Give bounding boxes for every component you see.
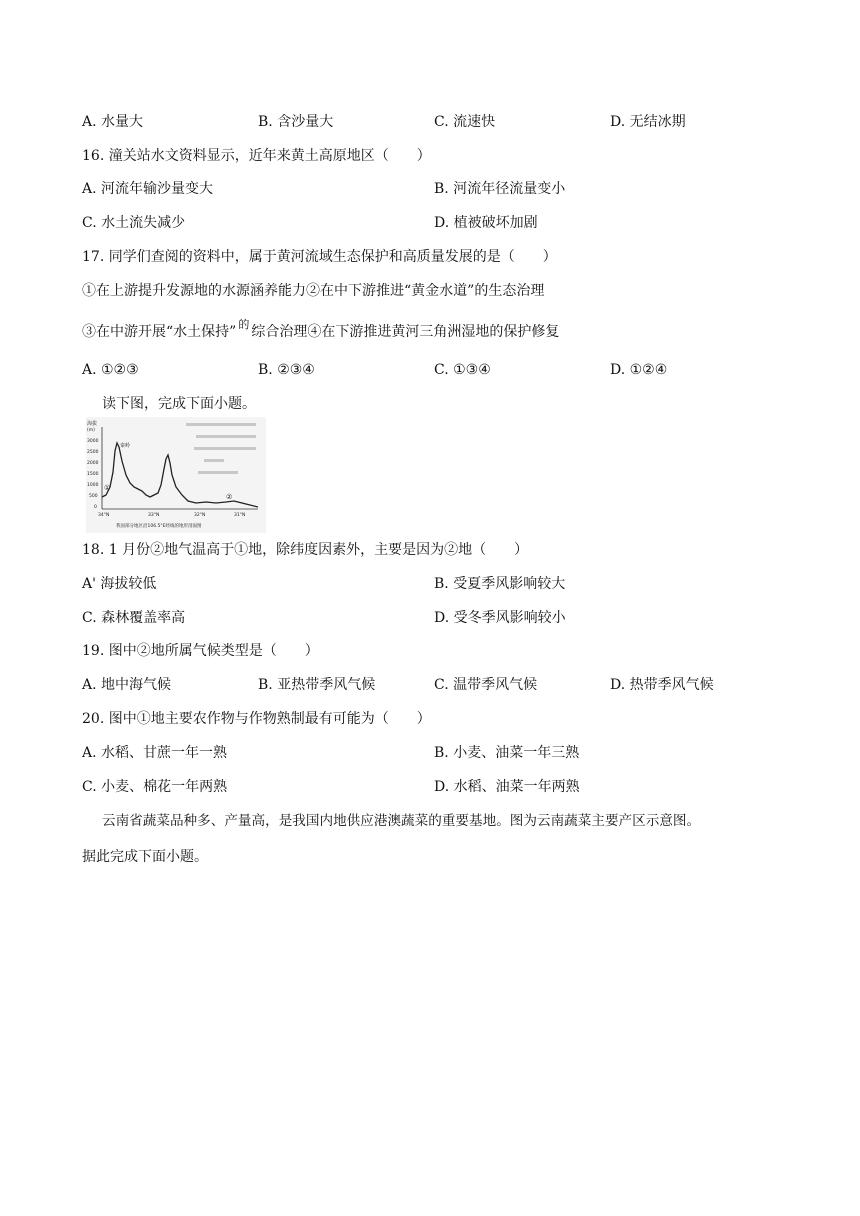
q16-option-a: A. 河流年输沙量变大 bbox=[82, 181, 214, 197]
q17-statement-line1: ①在上游提升发源地的水源涵养能力②在中下游推进“黄金水道”的生态治理 bbox=[82, 283, 545, 299]
q19-stem: 19. 图中②地所属气候类型是（ ） bbox=[82, 643, 319, 659]
q16-option-b: B. 河流年径流量变小 bbox=[434, 181, 566, 197]
peak-label: 秦岭 bbox=[120, 443, 131, 449]
y-axis-label: 海拔 bbox=[87, 421, 98, 427]
q15-option-c: C. 流速快 bbox=[434, 114, 496, 130]
q19-option-d: D. 热带季风气候 bbox=[610, 677, 714, 693]
q16-option-c: C. 水土流失减少 bbox=[82, 215, 186, 231]
y-tick-3000: 3000 bbox=[87, 439, 99, 444]
q20-stem: 20. 图中①地主要农作物与作物熟制最有可能为（ ） bbox=[82, 711, 431, 727]
terrain-profile-figure bbox=[86, 417, 266, 533]
y-tick-500: 500 bbox=[89, 494, 98, 499]
yunnan-intro-line2 bbox=[82, 847, 208, 867]
q17-line2-de: 的 bbox=[238, 318, 250, 331]
x-tick-31N: 31°N bbox=[234, 513, 246, 518]
q17-option-a: A. ①②③ bbox=[82, 362, 139, 378]
q16-stem: 16. 潼关站水文资料显示，近年来黄土高原地区（ ） bbox=[82, 148, 431, 164]
q20-option-c: C. 小麦、棉花一年两熟 bbox=[82, 779, 228, 795]
y-tick-0: 0 bbox=[94, 505, 97, 510]
q18-option-b: B. 受夏季风影响较大 bbox=[434, 576, 566, 592]
point-2-label: ② bbox=[226, 493, 233, 501]
q15-option-d: D. 无结冰期 bbox=[610, 114, 686, 130]
q17-line2-pre: ③在中游开展“水土保持” bbox=[82, 324, 237, 340]
y-tick-2500: 2500 bbox=[87, 450, 99, 455]
q17-statement-line2 bbox=[82, 318, 560, 343]
q17-option-d: D. ①②④ bbox=[610, 362, 668, 378]
figure-caption: 我国部分地区沿106.5°E经线的地形剖面图 bbox=[116, 524, 202, 529]
yunnan-intro-line2-text: 据此完成下面小题。 bbox=[82, 849, 208, 865]
x-tick-32N: 32°N bbox=[194, 513, 206, 518]
y-tick-2000: 2000 bbox=[87, 461, 99, 466]
q20-option-d: D. 水稻、油菜一年两熟 bbox=[434, 779, 580, 795]
q15-option-a: A. 水量大 bbox=[82, 114, 144, 130]
q20-option-b: B. 小麦、油菜一年三熟 bbox=[434, 745, 580, 761]
point-1-label: ① bbox=[104, 484, 111, 492]
y-tick-1000: 1000 bbox=[87, 483, 99, 488]
yunnan-intro-line1: 云南省蔬菜品种多、产量高，是我国内地供应港澳蔬菜的重要基地。图为云南蔬菜主要产区示意图。 bbox=[102, 813, 701, 829]
q17-option-c: C. ①③④ bbox=[434, 362, 491, 378]
q18-option-a: A' 海拔较低 bbox=[82, 576, 157, 592]
y-tick-1500: 1500 bbox=[87, 472, 99, 477]
q17-line2-post: 综合治理④在下游推进黄河三角洲湿地的保护修复 bbox=[251, 324, 560, 340]
y-axis-unit: (m) bbox=[87, 428, 95, 433]
terrain-profile-svg bbox=[86, 417, 266, 533]
q19-option-c: C. 温带季风气候 bbox=[434, 677, 538, 693]
q18-stem: 18. 1 月份②地气温高于①地，除纬度因素外，主要是因为②地（ ） bbox=[82, 542, 529, 558]
q19-option-a: A. 地中海气候 bbox=[82, 677, 172, 693]
q19-option-b: B. 亚热带季风气候 bbox=[258, 677, 376, 693]
x-tick-34N: 34°N bbox=[98, 513, 110, 518]
q15-option-b: B. 含沙量大 bbox=[258, 114, 334, 130]
q18-option-d: D. 受冬季风影响较小 bbox=[434, 610, 566, 626]
q17-stem: 17. 同学们查阅的资料中，属于黄河流域生态保护和高质量发展的是（ ） bbox=[82, 249, 557, 265]
x-tick-33N: 33°N bbox=[148, 513, 160, 518]
q17-option-b: B. ②③④ bbox=[258, 362, 315, 378]
figure-intro: 读下图，完成下面小题。 bbox=[102, 396, 256, 412]
q20-option-a: A. 水稻、甘蔗一年一熟 bbox=[82, 745, 228, 761]
q16-option-d: D. 植被破坏加剧 bbox=[434, 215, 538, 231]
q18-option-c: C. 森林覆盖率高 bbox=[82, 610, 186, 626]
